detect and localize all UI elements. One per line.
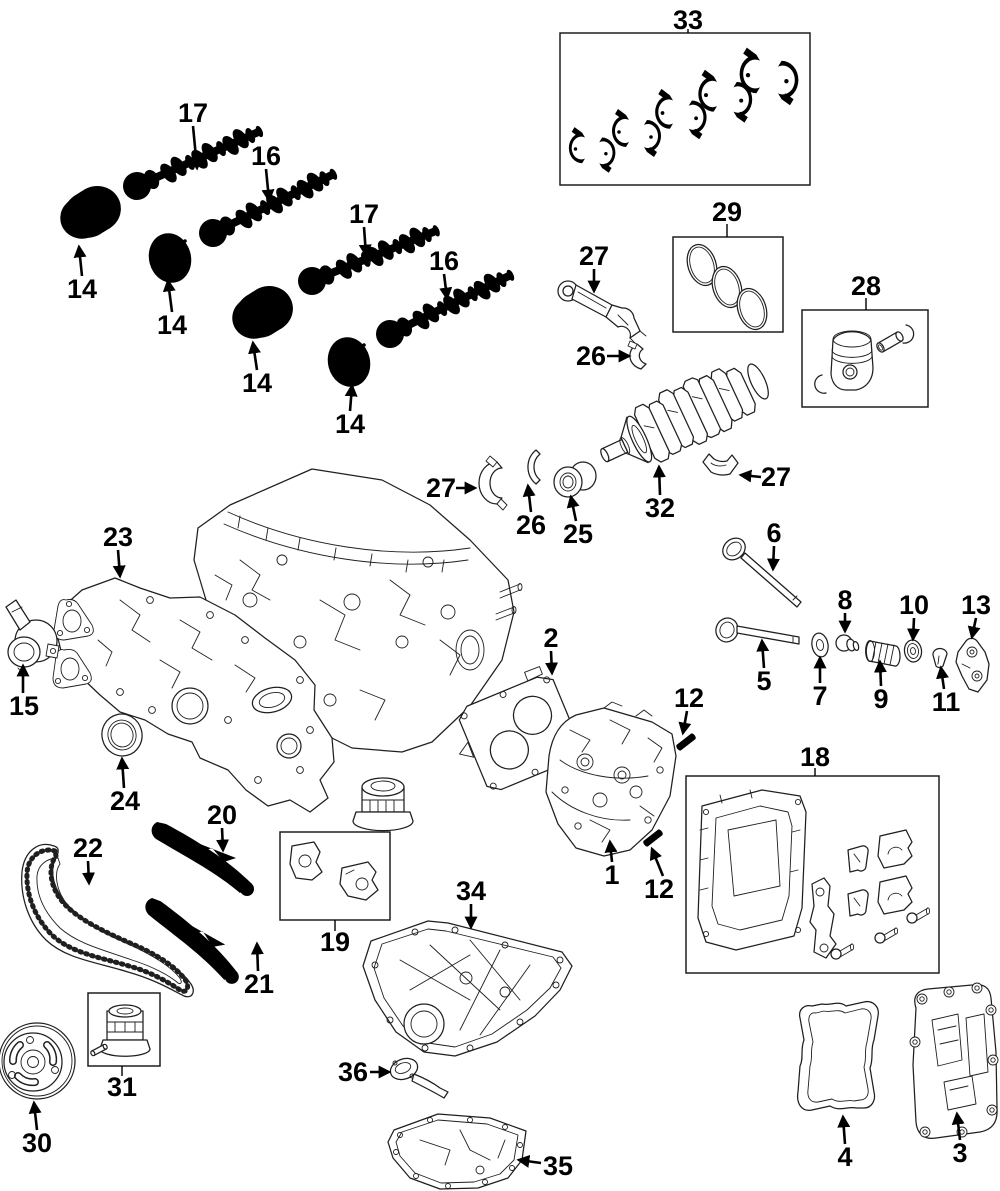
part-number-14[interactable]: 14 bbox=[156, 310, 188, 340]
part-number-15[interactable]: 15 bbox=[8, 691, 40, 721]
leader-arrow-16 bbox=[444, 274, 447, 298]
intake-valve-art bbox=[718, 534, 801, 607]
leader-arrow-20 bbox=[222, 828, 223, 850]
part-number-28[interactable]: 28 bbox=[850, 271, 882, 301]
piston-art bbox=[815, 325, 914, 393]
part-number-26[interactable]: 26 bbox=[515, 510, 547, 540]
part-number-26[interactable]: 26 bbox=[575, 341, 607, 371]
leader-arrow-16 bbox=[266, 169, 269, 200]
part-number-14[interactable]: 14 bbox=[241, 368, 273, 398]
part-number-21[interactable]: 21 bbox=[243, 969, 275, 999]
bolt-icon bbox=[831, 908, 930, 959]
oil-strainer-art bbox=[387, 1055, 448, 1098]
part-number-18[interactable]: 18 bbox=[799, 742, 831, 772]
part-number-3[interactable]: 3 bbox=[952, 1138, 968, 1168]
crank-bearing-art bbox=[703, 454, 738, 475]
leader-arrow-23 bbox=[118, 550, 120, 576]
valve-washer-art bbox=[810, 632, 830, 658]
leader-arrow-32 bbox=[659, 467, 660, 495]
valve-lifter-art bbox=[956, 638, 989, 692]
snap-ring-icon bbox=[903, 325, 914, 343]
main-bearing-set-art bbox=[569, 48, 799, 173]
tensioner-set-art bbox=[290, 842, 378, 900]
leader-arrow-14 bbox=[350, 386, 352, 411]
chain-guide-art bbox=[152, 822, 254, 896]
part-number-13[interactable]: 13 bbox=[960, 590, 992, 620]
crank-pulley-art bbox=[0, 1023, 75, 1099]
part-number-27[interactable]: 27 bbox=[578, 241, 610, 271]
part-number-16[interactable]: 16 bbox=[428, 246, 460, 276]
leader-arrow-21 bbox=[257, 944, 258, 971]
spring-retainer-art bbox=[903, 639, 923, 663]
leader-arrow-10 bbox=[913, 618, 914, 639]
leader-arrow-22 bbox=[88, 861, 89, 883]
crank-seal-art bbox=[554, 462, 596, 497]
crank-bearing-half-art bbox=[528, 450, 540, 484]
part-number-12[interactable]: 12 bbox=[643, 874, 675, 904]
part-number-31[interactable]: 31 bbox=[106, 1072, 138, 1102]
rod-bearing-art bbox=[628, 341, 646, 369]
part-number-10[interactable]: 10 bbox=[898, 590, 930, 620]
part-number-6[interactable]: 6 bbox=[766, 518, 782, 548]
cam-sprocket-art bbox=[323, 333, 376, 392]
part-number-14[interactable]: 14 bbox=[66, 274, 98, 304]
part-number-7[interactable]: 7 bbox=[812, 681, 828, 711]
oil-pump-art bbox=[6, 600, 59, 675]
dowel-pin-art bbox=[675, 732, 697, 751]
camshaft-art bbox=[294, 217, 444, 300]
part-number-33[interactable]: 33 bbox=[672, 5, 704, 35]
part-number-25[interactable]: 25 bbox=[562, 519, 594, 549]
valve-spring-art bbox=[866, 641, 901, 667]
part-number-14[interactable]: 14 bbox=[334, 409, 366, 439]
leader-arrow-14 bbox=[253, 343, 257, 370]
bushing-art bbox=[90, 1005, 150, 1056]
cam-carrier-set-art bbox=[698, 790, 930, 959]
camshaft-art bbox=[194, 160, 342, 251]
part-number-1[interactable]: 1 bbox=[604, 860, 620, 890]
wrist-pin-icon bbox=[875, 331, 904, 354]
valve-stem-seal-art bbox=[836, 635, 860, 652]
leader-arrow-13 bbox=[972, 618, 976, 637]
part-number-32[interactable]: 32 bbox=[644, 493, 676, 523]
oil-filter-art bbox=[353, 778, 413, 831]
part-number-9[interactable]: 9 bbox=[873, 684, 889, 714]
part-number-35[interactable]: 35 bbox=[542, 1151, 574, 1181]
part-number-34[interactable]: 34 bbox=[455, 876, 487, 906]
valve-keeper-art bbox=[933, 648, 947, 667]
cam-sprocket-art bbox=[56, 182, 126, 242]
leader-arrow-25 bbox=[571, 497, 576, 521]
leader-arrow-24 bbox=[122, 759, 124, 788]
piston-ring-set-art bbox=[682, 241, 772, 334]
part-number-29[interactable]: 29 bbox=[711, 197, 743, 227]
part-number-27[interactable]: 27 bbox=[425, 473, 457, 503]
valve-cover-art bbox=[910, 983, 998, 1138]
crankshaft-art bbox=[588, 350, 778, 483]
part-number-36[interactable]: 36 bbox=[337, 1057, 369, 1087]
leader-arrow-5 bbox=[762, 641, 764, 668]
leader-arrow-26 bbox=[528, 486, 531, 512]
leader-arrow-6 bbox=[773, 546, 774, 569]
leader-arrow-2 bbox=[551, 651, 552, 673]
oil-pan-lower-art bbox=[388, 1114, 526, 1189]
part-number-8[interactable]: 8 bbox=[837, 585, 853, 615]
pin-icon bbox=[90, 1044, 108, 1057]
part-number-30[interactable]: 30 bbox=[21, 1128, 53, 1158]
cam-sprocket-art bbox=[144, 229, 197, 288]
connecting-rod-art bbox=[558, 281, 646, 344]
part-group-box-33 bbox=[560, 33, 810, 185]
thrust-bearing-art bbox=[479, 456, 507, 510]
leader-arrow-11 bbox=[941, 668, 944, 689]
part-number-17[interactable]: 17 bbox=[348, 199, 380, 229]
part-number-22[interactable]: 22 bbox=[72, 833, 104, 863]
leader-arrow-35 bbox=[519, 1160, 541, 1163]
part-number-24[interactable]: 24 bbox=[109, 786, 141, 816]
part-number-20[interactable]: 20 bbox=[206, 800, 238, 830]
part-number-23[interactable]: 23 bbox=[102, 522, 134, 552]
part-number-5[interactable]: 5 bbox=[756, 666, 772, 696]
leader-arrow-9 bbox=[880, 662, 881, 686]
valve-cover-gasket-art bbox=[798, 1002, 879, 1111]
part-number-11[interactable]: 11 bbox=[931, 687, 961, 717]
oil-pan-upper-art bbox=[363, 921, 572, 1056]
part-number-4[interactable]: 4 bbox=[837, 1142, 853, 1172]
leader-arrow-12 bbox=[683, 711, 687, 733]
leader-arrow-14 bbox=[168, 281, 172, 312]
part-number-17[interactable]: 17 bbox=[177, 98, 209, 128]
leader-arrow-17 bbox=[364, 227, 366, 255]
snap-ring-icon bbox=[815, 375, 826, 393]
exhaust-valve-art bbox=[713, 615, 799, 645]
leader-arrow-14 bbox=[79, 247, 82, 276]
cam-sprocket-art bbox=[228, 282, 298, 342]
leader-arrow-12 bbox=[652, 849, 663, 876]
part-number-27[interactable]: 27 bbox=[760, 462, 792, 492]
leader-arrow-27 bbox=[741, 475, 761, 477]
leader-arrow-4 bbox=[843, 1117, 845, 1144]
part-number-19[interactable]: 19 bbox=[319, 927, 351, 957]
leader-arrow-30 bbox=[34, 1103, 37, 1130]
part-number-2[interactable]: 2 bbox=[543, 623, 559, 653]
part-number-16[interactable]: 16 bbox=[250, 141, 282, 171]
part-number-12[interactable]: 12 bbox=[673, 683, 705, 713]
